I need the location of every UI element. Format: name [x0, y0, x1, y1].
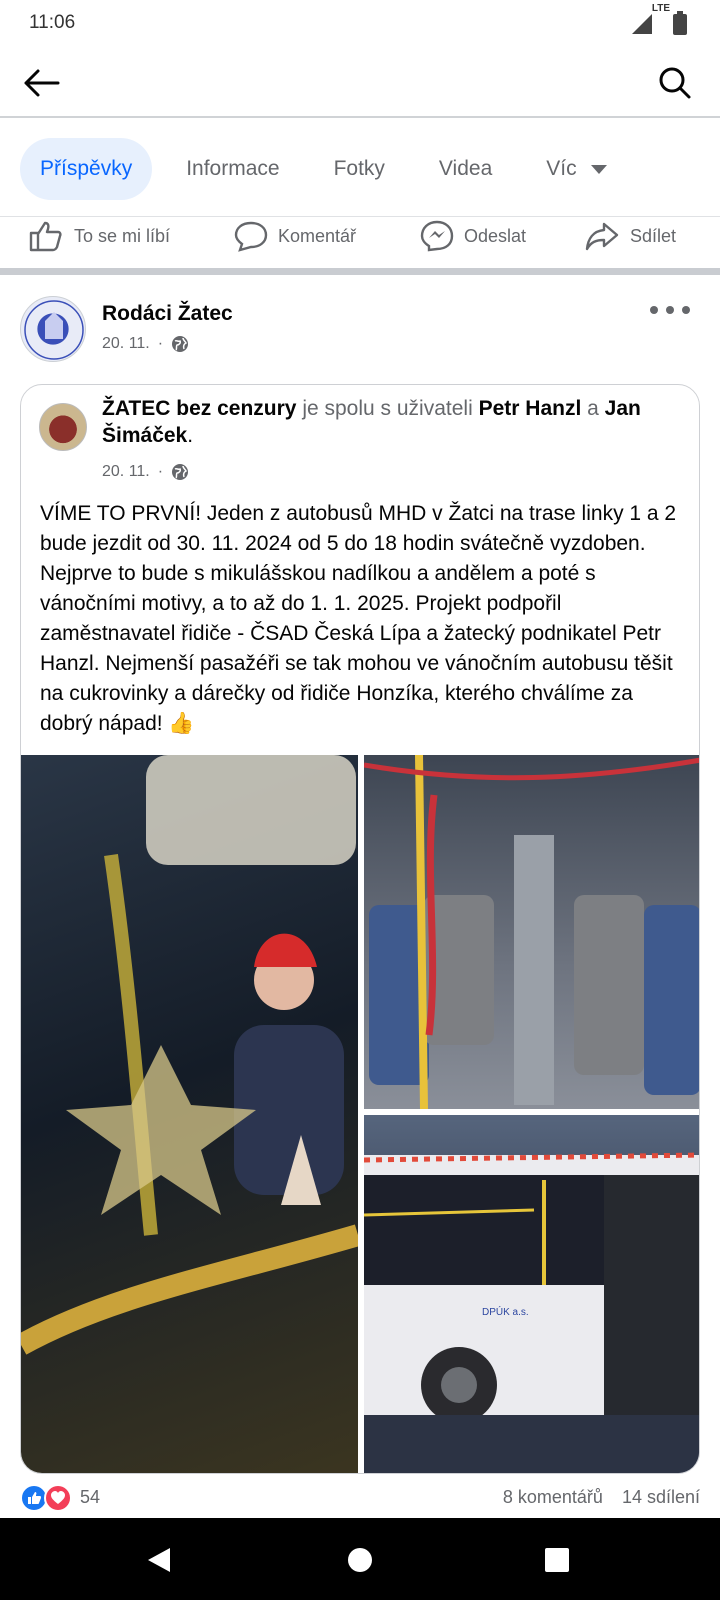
bus-logo-text: DPÚK a.s.: [482, 1307, 529, 1318]
triangle-back-icon: [146, 1546, 172, 1574]
period: .: [187, 424, 194, 447]
tab-more[interactable]: [546, 138, 606, 200]
comment-label: Komentář: [278, 225, 357, 246]
search-button[interactable]: [652, 60, 698, 106]
search-icon: [658, 66, 692, 100]
feed-separator: [0, 268, 720, 275]
tab-more-label: Víc: [546, 157, 577, 180]
globe-icon: [171, 335, 189, 353]
bus-interior-photo[interactable]: [364, 755, 700, 1109]
interior-scene: [364, 755, 700, 1109]
network-label: LTE: [651, 3, 670, 14]
meta-dot: ·: [157, 463, 164, 480]
tab-posts[interactable]: Příspěvky: [20, 138, 152, 200]
page-tabs: [20, 138, 661, 200]
photo-gallery: [21, 755, 700, 1474]
nav-home-button[interactable]: [338, 1538, 382, 1582]
like-label: To se mi líbí: [74, 225, 171, 246]
tab-photos[interactable]: Fotky: [333, 157, 385, 180]
bus-exterior-photo[interactable]: [364, 1115, 700, 1474]
previous-post-action-bar: [0, 216, 720, 266]
app-header: [0, 48, 720, 118]
globe-icon: [171, 463, 189, 481]
like-button[interactable]: [28, 216, 170, 258]
heart-icon: [50, 1490, 66, 1506]
exterior-scene: [364, 1115, 700, 1474]
share-button[interactable]: [584, 216, 676, 258]
system-nav-bar: [0, 1518, 720, 1600]
and-text: a: [587, 397, 599, 420]
tab-videos[interactable]: Videa: [438, 157, 493, 180]
tab-about[interactable]: Informace: [186, 157, 280, 180]
reaction-count[interactable]: 54: [80, 1487, 101, 1507]
back-button[interactable]: [18, 60, 64, 106]
shared-author-avatar[interactable]: [39, 403, 87, 451]
battery-icon: [673, 11, 687, 35]
shared-post-card[interactable]: [20, 384, 700, 1474]
share-icon: [584, 220, 620, 252]
send-label: Odeslat: [464, 225, 527, 246]
shared-author[interactable]: ŽATEC bez cenzury: [102, 397, 297, 420]
arrow-left-icon: [22, 68, 60, 98]
with-text: je spolu s uživateli: [302, 397, 473, 420]
comments-count[interactable]: 8 komentářů: [502, 1487, 603, 1507]
page-avatar[interactable]: [20, 296, 86, 362]
status-time: 11:06: [29, 12, 76, 33]
share-label: Sdílet: [630, 225, 677, 246]
tagged-user-2[interactable]: Jan Šimáček: [102, 397, 641, 447]
messenger-icon: [420, 220, 454, 252]
shared-post-header: [102, 395, 682, 449]
driver-photo[interactable]: [21, 755, 358, 1474]
reactions-row: [20, 1484, 700, 1514]
tagged-user-1[interactable]: Petr Hanzl: [478, 397, 582, 420]
engagement-counts: [503, 1487, 700, 1508]
crest-logo-icon: [21, 297, 86, 362]
nav-recents-button[interactable]: [535, 1538, 579, 1582]
meta-dot: ·: [157, 335, 164, 352]
post-more-button[interactable]: [650, 296, 690, 324]
post-author[interactable]: Rodáci Žatec: [102, 302, 233, 325]
send-button[interactable]: [420, 216, 526, 258]
circle-home-icon: [346, 1546, 374, 1574]
love-reaction-icon[interactable]: [44, 1484, 72, 1512]
caret-down-icon: [591, 165, 607, 174]
more-dot-icon: [682, 306, 690, 314]
comment-icon: [234, 220, 268, 252]
post-meta: [102, 335, 189, 353]
thumbs-up-icon: [28, 220, 64, 252]
nav-back-button[interactable]: [137, 1538, 181, 1582]
driver-scene: [21, 755, 358, 1474]
post-text: VÍME TO PRVNÍ! Jeden z autobusů MHD v Žatci na trase linky 1 a 2 bude jezdit od 30. 11. 2024 od 5 do 18 hodin svátečně vyzdoben. Nejprve to bude s mikulášskou nadílkou a andělem a poté s vánočními motivy, a to až do 1. 1. 2025. Projekt podpořil zaměstnavatel řidiče - ČSAD Česká Lípa a žatecký podnikatel Petr Hanzl. Nejmenší pasažéři se tak mohou ve vánočním autobusu těšit na cukrovinky a dárečky od řidiče Honzíka, kterého chválíme za dobrý nápad! 👍: [40, 502, 677, 735]
more-dot-icon: [666, 306, 674, 314]
status-bar: [0, 0, 720, 48]
comment-button[interactable]: [234, 216, 356, 258]
square-recents-icon: [544, 1547, 570, 1573]
shared-post-meta: [102, 463, 189, 481]
thumbs-up-icon: [26, 1490, 42, 1506]
post-date[interactable]: 20. 11.: [102, 335, 150, 352]
more-dot-icon: [650, 306, 658, 314]
shares-count[interactable]: 14 sdílení: [621, 1487, 700, 1507]
shared-post-date[interactable]: 20. 11.: [102, 463, 150, 480]
